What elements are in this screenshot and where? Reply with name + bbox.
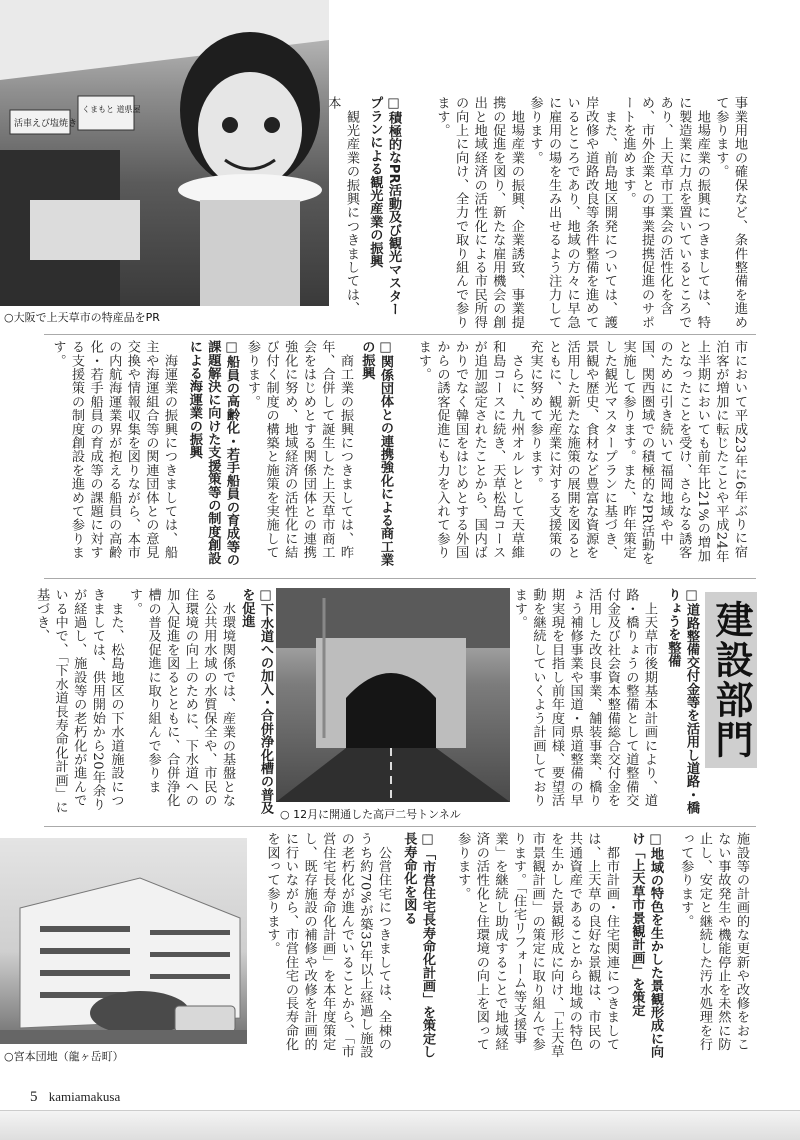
text-col-8b: 都市計画・住宅関連につきましては、上天草の良好な景観は、市民の共通資産であることから地域の特色を生かした景観形成に向け、「上天草市景観計画」の策定に取り組んで参ります。「住宅リフォーム等支援事業」を継続し助成することで地域経済の活性化と住環境の向上を図って参ります。 — [455, 832, 619, 1059]
heading-shipping: □船員の高齢化・若手船員の育成等の課題解決に向けた支援策等の制度創設による海運業の振興 — [186, 340, 239, 567]
danchi-photo-caption: ○宮本団地（龍ヶ岳町） — [4, 1050, 124, 1063]
heading-commerce: □関係団体との連携強化による商工業の振興 — [359, 340, 393, 567]
text-col-2: 観光産業の振興につきましては、本 — [325, 96, 359, 316]
text-col-6: 上天草市後期基本計画により、道路・橋りょうの整備として道整備交付金及び社会資本整備総合交付金を活用した改良事業、舗装事業、橋りょう補修事業や国道・県道整備の早期実現を目指し前年度同様、要望活動を継続していくよう計画しております。 — [511, 588, 657, 808]
page-number: 5 — [30, 1089, 38, 1105]
heading-road: □道路整備交付金等を活用し道路・橋りょうを整備 — [665, 588, 699, 815]
footer-brand: kamiamakusa — [48, 1089, 121, 1104]
text-col-4: 商工業の振興につきましては、昨年、合併して誕生した上天草市商工会をはじめとする関係団体との連携強化に努め、地域経済の活性化に結び付く制度の構築と施策を実施して参ります。 — [245, 340, 353, 560]
page-bottom-bar — [0, 1110, 800, 1140]
text-col-3: 市において平成23年に6年ぶりに宿泊客が増加に転じたことや平成24年上半期においても前年比21%の増加となったことを受け、さらなる誘客のために引き続いて福岡地域や中国、関西圏域での積極的なPR活動を実施して参ります。また、昨年策定した観光マスタープランに基づき、景観や歴史、食材など豊富な資源を活用した新たな施策の展開を図るとともに、観光産業に対する支援策の充実に努めて参ります。 さらに、九州オルレとして天草維和島コースに続き、天草松島コースが追加認定されたことから、国内ばかりでなく韓国をはじめとする外国からの誘客促進にも力を入れて参ります。 — [415, 340, 747, 566]
pr-photo-caption: ○大阪で上天草市の特産品をPR — [4, 311, 160, 324]
page-footer — [30, 1089, 120, 1106]
heading-housing: □「市営住宅長寿命化計画」を策定し長寿命化を図る — [401, 832, 435, 1059]
heading-landscape: □地域の特色を生かした景観形成に向け「上天草市景観計画」を策定 — [629, 832, 663, 1059]
divider-3 — [44, 826, 756, 827]
section-title-construction: 建設部門 — [705, 592, 757, 768]
text-col-5: 海運業の振興につきましては、船主や海運組合等の関連団体との意見交換や情報収集を図りながら、本市の内航海運業界が抱える船員の高齢化・若手船員の育成等の課題に対する支援策の制度創設を進めて参ります。 — [50, 340, 177, 560]
text-col-8: 施設等の計画的な更新や改修をおこない事故発生や機能停止を未然に防止し、安定と継続した汚水処理を行って参ります。 — [678, 832, 749, 1052]
pr-sign-1: 活車えび塩焼き — [14, 119, 78, 129]
divider-2 — [44, 578, 756, 579]
text-col-9: 公営住宅につきましては、全棟のうち約70%が築35年以上経過し施設の老朽化が進んでいることから、「市営住宅長寿命化計画」を本年度策定し、既存施設の補修や改修を計画的に行いながら、市営住宅の長寿命化を図って参ります。 — [264, 832, 391, 1059]
heading-pr-tourism: □積極的なPR活動及び観光マスタープランによる観光産業の振興 — [367, 96, 401, 316]
pr-sign-2: くまもと 道県屋 — [82, 105, 141, 114]
pr-event-illustration — [0, 0, 329, 306]
tunnel-illustration — [276, 588, 510, 802]
tunnel-photo-caption: ○ 12月に開通した高戸二号トンネル — [280, 808, 461, 821]
danchi-illustration — [0, 838, 247, 1044]
heading-sewage: □下水道への加入・合併浄化槽の普及を促進 — [239, 588, 273, 815]
pr-event-photo — [0, 0, 329, 306]
text-col-1: 事業用地の確保など、条件整備を進めて参ります。 地場産業の振興につきましては、特に製造業に力点を置いているところであり、上天草市工業会の活性化を含め、市外企業との事業提携促進のサポートを進めます。 また、前島地区開発については、護岸改修や道路改良等条件整備を進めているところであり、地域の方々に早急に雇用の場を生み出せるよう注力して参ります。 地場産業の振興、企業誘致、事業提携の促進を図り、新たな雇用機会の創出と地域経済の活性化による市民所得の向上に向け、全力で取り組んで参ります。 — [434, 96, 747, 329]
tunnel-photo — [276, 588, 510, 802]
divider-1 — [44, 334, 756, 335]
text-col-7: 水環境関係では、産業の基盤となる公共用水域の水質保全や、市民の住環境の向上のために、下水道への加入促進を図るとともに、合併浄化槽の普及促進に取り組んで参ります。 また、松島地区の下水道施設につきましては、供用開始から20年余りが経過し、施設等の老朽化が進んでいる中で、「下水道長寿命化計画」に基づき、 — [34, 588, 235, 815]
danchi-photo — [0, 838, 247, 1044]
